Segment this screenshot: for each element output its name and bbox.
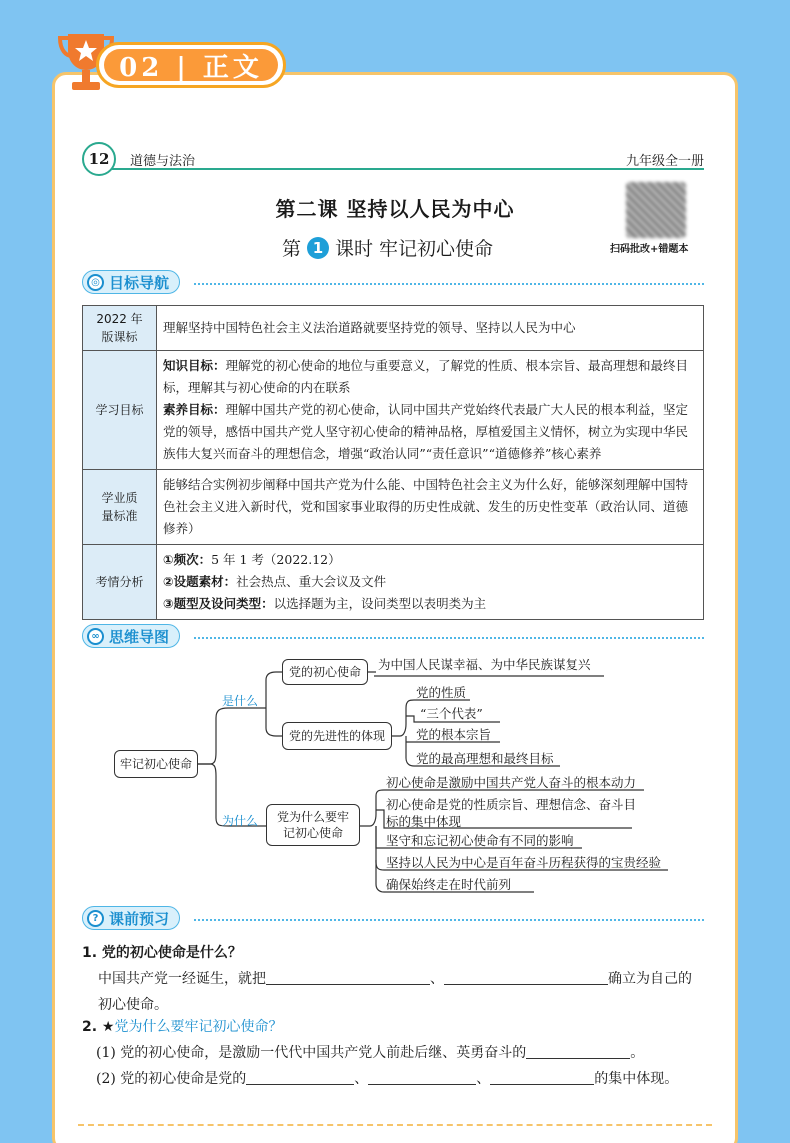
mindmap-leaf: 初心使命是党的性质宗旨、理想信念、奋斗目标的集中体现: [386, 797, 637, 829]
question-2-body: (1) 党的初心使命，是激励一代代中国共产党人前赴后继、英勇奋斗的 。 (2) 党的初心使命是党的 、 、 的集中体现。: [82, 1040, 704, 1092]
target-icon: ◎: [87, 274, 104, 291]
mindmap-leaf: 坚守和忘记初心使命有不同的影响: [386, 833, 574, 848]
question-2-title: 2. ★党为什么要牢记初心使命？: [82, 1019, 283, 1035]
lesson-title: 第二课 坚持以人民为中心: [275, 197, 515, 221]
question-icon: ?: [87, 910, 104, 927]
mindmap-leaf: 初心使命是激励中国共产党人奋斗的根本动力: [386, 775, 637, 790]
mindmap-leaf: 确保始终走在时代前列: [386, 877, 512, 892]
answer-blank[interactable]: [526, 1041, 630, 1059]
section-preview-tag: [82, 906, 180, 930]
section-goal-heading: [82, 270, 704, 294]
table-key: 2022 年 版课标: [83, 306, 157, 351]
period-number: 1: [307, 237, 329, 259]
mindmap-node-why: 党为什么要牢 记初心使命: [266, 804, 360, 846]
page-header: [82, 142, 704, 176]
grade-label: 九年级全一册: [625, 154, 704, 169]
answer-blank[interactable]: [444, 967, 608, 985]
period-suffix: 课时 牢记初心使命: [335, 238, 494, 260]
qr-label: 扫码批改+错题本: [610, 244, 689, 255]
qr-code[interactable]: [626, 182, 686, 238]
section-preview-label: 课前预习: [109, 909, 170, 928]
question-2: [82, 1014, 704, 1092]
mindmap-leaf: “三个代表”: [420, 706, 483, 721]
table-row: [83, 545, 704, 620]
page-number: 12: [82, 142, 116, 176]
mindmap-node-advanced: 党的先进性的体现: [282, 722, 392, 750]
table-row: [83, 306, 704, 351]
table-cell: ①频次：5 年 1 考（2022.12） ②设题素材：社会热点、重大会议及文件 ③题型及设问类型：以选择题为主，设问类型以表明类为主: [157, 545, 704, 620]
section-mindmap-heading: [82, 624, 704, 648]
period-title: [282, 234, 493, 261]
mindmap-what-label: 是什么: [222, 694, 259, 708]
answer-blank[interactable]: [490, 1067, 594, 1085]
mindmap-leaf: 党的根本宗旨: [416, 727, 492, 742]
period-prefix: 第: [282, 238, 302, 260]
section-mindmap-tag: [82, 624, 180, 648]
table-key: 考情分析: [83, 545, 157, 620]
section-badge: [56, 24, 286, 100]
mindmap-leaf: 党的性质: [416, 685, 467, 700]
goal-table: [82, 305, 704, 620]
table-cell: 能够结合实例初步阐释中国共产党为什么能、中国特色社会主义为什么好，能够深刻理解中国特色社会主义进入新时代，党和国家事业取得的历史性成就、发生的历史性变革（政治认同、道德修养）: [157, 470, 704, 545]
table-cell: 知识目标：理解党的初心使命的地位与重要意义，了解党的性质、根本宗旨、最高理想和最终目标，理解其与初心使命的内在联系 素养目标：理解中国共产党的初心使命，认同中国共产党始终代表最广大人民的根本利益，坚定党的领导，感悟中国共产党人坚守初心使命的精神品格，厚植爱国主义情怀，树立为实现中华民族伟大复兴而奋斗的理想信念，增强“政治认同”“责任意识”“道德修养”核心素养: [157, 351, 704, 470]
table-row: [83, 351, 704, 470]
section-mindmap-label: 思维导图: [109, 627, 170, 646]
section-preview-heading: [82, 906, 704, 930]
network-icon: ∞: [87, 628, 104, 645]
table-row: [83, 470, 704, 545]
question-1-title: 1. 党的初心使命是什么？: [82, 945, 242, 961]
question-1-body: 中国共产党一经诞生，就把 、 确立为自己的 初心使命。: [82, 966, 704, 1018]
subject-label: 道德与法治: [130, 154, 196, 169]
badge-pill: [96, 42, 286, 88]
table-cell: 理解坚持中国特色社会主义法治道路就要坚持党的领导、坚持以人民为中心: [157, 306, 704, 351]
answer-blank[interactable]: [368, 1067, 476, 1085]
dotted-rule: [194, 637, 704, 639]
mindmap-why-label: 为什么: [222, 814, 259, 828]
mindmap-leaf: 为中国人民谋幸福、为中华民族谋复兴: [378, 657, 591, 672]
badge-label: 02 | 正文: [104, 49, 278, 81]
section-goal-label: 目标导航: [109, 273, 170, 292]
bottom-dashed-rule: [78, 1124, 712, 1126]
table-key: 学习目标: [83, 351, 157, 470]
dotted-rule: [194, 919, 704, 921]
mindmap-leaf: 党的最高理想和最终目标: [416, 751, 554, 766]
mindmap-node-mission: 党的初心使命: [282, 659, 368, 685]
mindmap-leaf: 坚持以人民为中心是百年奋斗历程获得的宝贵经验: [386, 855, 662, 870]
dotted-rule: [194, 283, 704, 285]
header-rule: [112, 168, 704, 170]
question-1: [82, 940, 704, 1018]
mindmap-root: 牢记初心使命: [114, 750, 198, 778]
section-goal-tag: [82, 270, 180, 294]
answer-blank[interactable]: [246, 1067, 354, 1085]
table-key: 学业质 量标准: [83, 470, 157, 545]
answer-blank[interactable]: [266, 967, 430, 985]
